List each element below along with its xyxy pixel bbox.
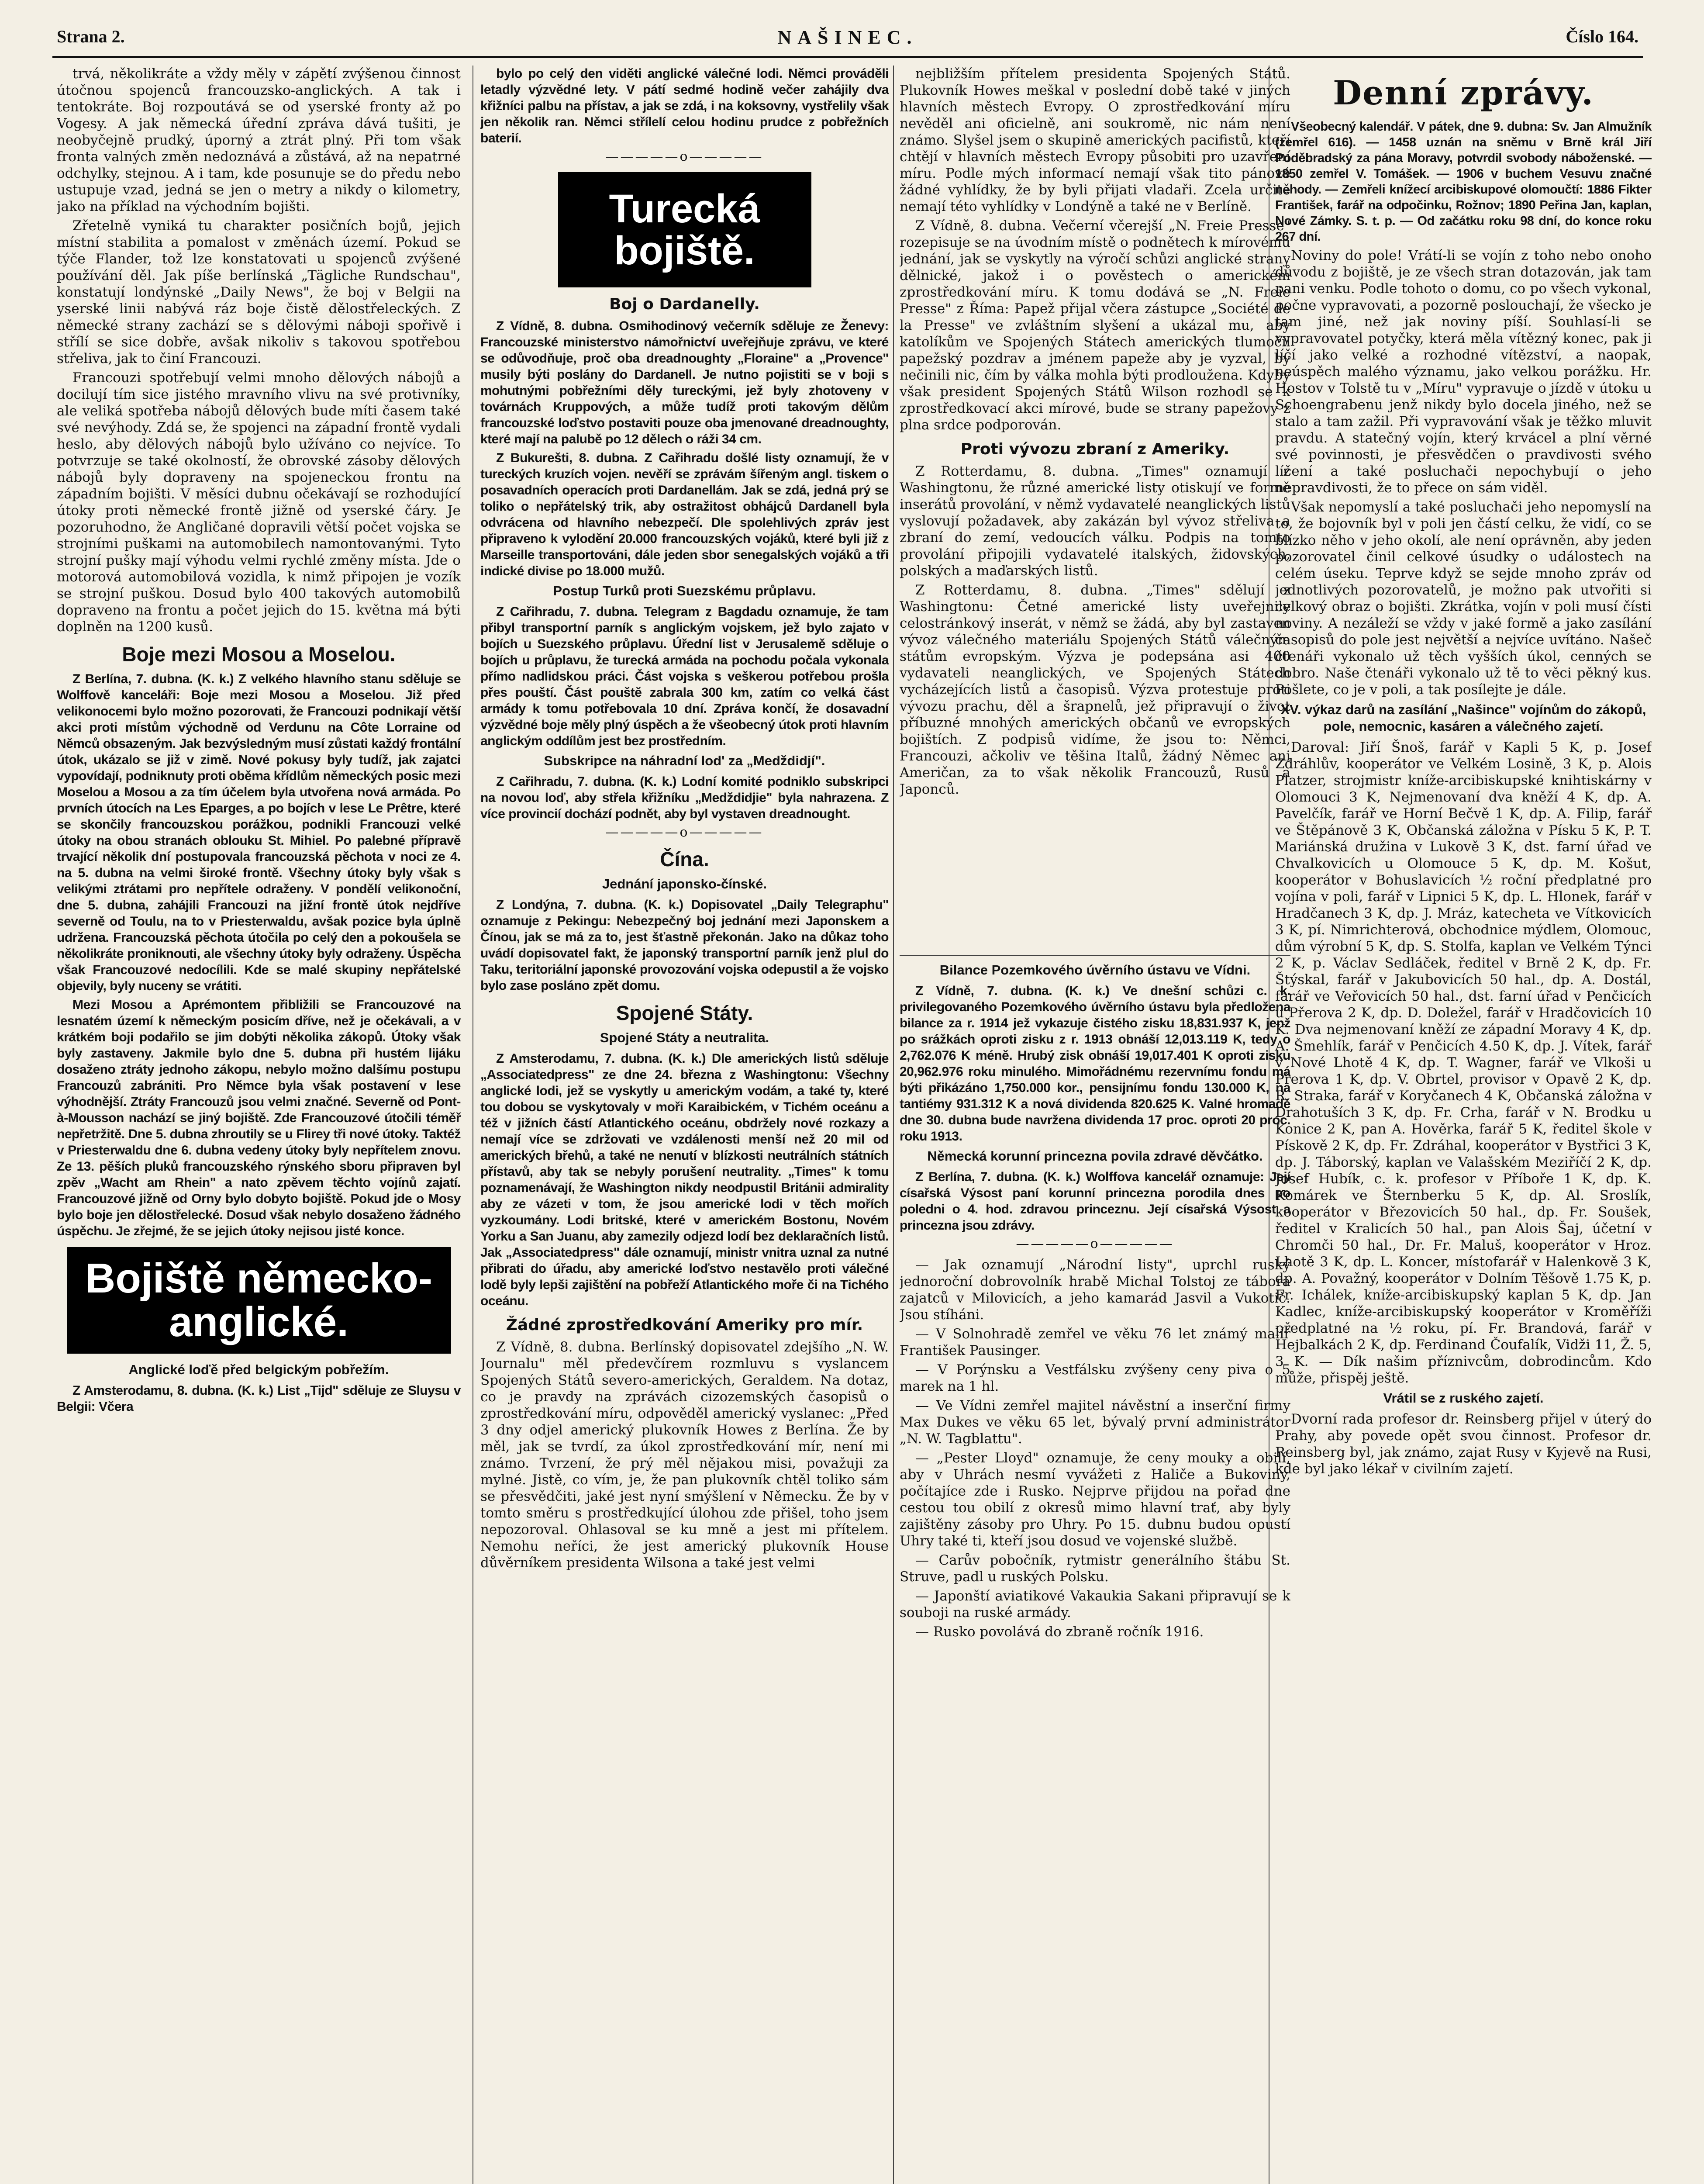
article-heading: Bilance Pozemkového úvěrního ústavu ve Vídni. (939, 962, 1251, 978)
article-paragraph: Z Berlína, 7. dubna. (K. k.) Wolffova kancelář oznamuje: Její císařská Výsost paní korunní princezna porodila dnes po poledni o 4. hod. zdravou princeznu. Její císařská Výsost a princezna jsou zdrávy. (900, 1170, 1290, 1233)
article-paragraph: Z Amsterodamu, 8. dubna. (K. k.) List „Tijd" sděluje ze Sluysu v Belgii: Včera (57, 1383, 461, 1414)
article-heading: Postup Turků proti Suezskému průplavu. (553, 583, 816, 598)
article-paragraph: Z Vídně, 8. dubna. Večerní včerejší „N. Freie Presse" rozepisuje se na úvodním místě o podnětech k mírovému jednání, jak se vyskytly na výročí schůzi anglické strany dělnické, jakož i o pověstech o americkém zprostředkování míru. K tomu dodává se „N. Freie Presse" z Říma: Papež přijal včera zástupce „Société de la Presse" ve zvláštním slyšení a ukázal mu, aby katolíkům ve Spojených Státech amerických tlumočil papežský pozdrav a jménem papeže aby je vyzval, by nečinili nic, čím by válka mohla býti prodloužena. Kdyby však president Spojených Států Wilson rozhodl se k zprostředkovací akci mírové, bude se strany papežovy z plna srdce podporován. (900, 218, 1290, 433)
donation-list: Daroval: Jiří Šnoš, farář v Kapli 5 K, p. Josef Zdráhlův, kooperátor ve Velkém Losině, 3 K, p. Alois Platzer, strojmistr kníže-arcibiskupské knihtiskárny v Olomouci 3 K, Nejmenovaní dva kněží 4 K, dp. A. Pavelčík, farář ve Horní Bečvě 1 K, dp. A. Filip, farář ve Štěpánově 3 K, Občanská záložna v Písku 5 K, P. T. Mariánská družina v Lukově 3 K, dst. farní úřad ve Chvalkovicích u Olomouce 5 K, dp. M. Košut, kooperátor v Bohuslavicích ½ roční předplatné pro vojína v poli, farář v Lipnici 5 K, dp. L. Hlonek, farář v Hradčanech 3 K, dp. J. Mráz, katecheta ve Vítkovicích 3 K, pí. Nimrichterová, obchodnice mýdlem, Olomouc, dům výrobní 5 K, dp. S. Stolfa, kaplan ve Velkém Týnci 2 K, p. Václav Sedláček, ředitel v Brně 2 K, dp. Fr. Štýskal, farář v Jakubovicích 50 hal., dp. A. Dostál, farář ve Veřovicích 50 hal., dst. farní úřad v Penčicích u Přerova 2 K, dp. D. Doležel, farář v Hradčovicích 10 K. Dva nejmenovaní kněží ze západní Moravy 4 K, dp. A. Šmehlík, farář v Penčicích 4.50 K, dp. J. Vítek, farář v Nové Lhotě 4 K, dp. T. Wagner, farář ve Vlkoši u Přerova 1 K, dp. V. Obrtel, provisor v Opavě 2 K, dp. R. Straka, farář v Koryčanech 4 K, Občanská záložna v Drahotuších 3 K, dp. Fr. Crha, farář v N. Brodku u Konice 2 K, pan A. Hověrka, farář 5 K, ředitel škole v Pískově 2 K, dp. Fr. Zdráhal, kooperátor v Bystřici 3 K, dp. J. Táborský, kaplan ve Valašském Meziříčí 2 K, dp. Josef Hubík, c. k. profesor v Příboře 1 K, dp. K. Komárek ve Šternberku 5 K, dp. Al. Sroslík, kooperátor v Březovicích 50 hal., dp. Fr. Soušek, ředitel v Kralicích 50 hal., pan Alois Šaj, účetní v Chromči 50 hal., Dr. Fr. Maluš, kooperátor v Hroz. Lhotě 3 K, dp. L. Koncer, místofarář v Halenkově 3 K, dp. A. Považný, kooperátor v Dolním Těšově 1.75 K, p. Fr. Ichálek, kníže-arcibiskupský kaplan 5 K, dp. Jan Kadlec, kníže-arcibiskupský kooperátor v Kroměříži předplatné na ½ roku, pí. Fr. Brandová, farář v Hejbalkách 2 K, dp. Ferdinand Čoufalík, Vidži 11, Ž. 5, 3 K. — Dík našim příznivcům, dobrodincům. Kdo může, přispěj ještě. (1275, 740, 1652, 1386)
article-heading: Anglické loďě před belgickým pobřežím. (128, 1362, 389, 1377)
article-heading: XV. výkaz darů na zasílání „Našince" vojínům do zákopů, pole, nemocnic, kasáren a válečného zajetí. (1280, 702, 1646, 734)
article-paragraph: Mezi Mosou a Aprémontem přibližili se Francouzové na lesnatém území k německým posicím dříve, než je očekávali, a v krátkém boji podařilo se jim dobýti několika zákopů. Útoky však byly zastaveny. Jakmile bylo dne 5. dubna při hustém lijáku dosaženo ztráty jednoho zákopu, nebylo možno dalšímu postupu Francouzů zabrániti. Pro Němce byla však postavení v lese výhodnější. Ztráty Francouzů jsou velmi značné. Severně od Pont-à-Mousson nachází se jiný bojiště. Zde Francouzové útočili téměř nepřetržitě. Dne 5. dubna zhroutily se u Flirey tři nové útoky. Taktéž v Priesterwaldu dne 6. dubna vedeny útoky byly nepřítelem znovu. Ze 13. pěších pluků francouzského rýnského sboru připraven byl zpěv „Wacht am Rhein" a nato zpěvem těchto vojínů zajatí. Francouzové jižně od Orny bylo dobyto bojiště. Pokud jde o Mosy bylo boje jen dělostřelecké. Dosud však nebylo dosaženo žádného úspěchu. Je zřejmé, že se jejich útoky nejisou jisté konce. (57, 998, 461, 1238)
article-heading: Proti vývozu zbraní z Ameriky. (960, 440, 1230, 458)
article-paragraph: Z Berlína, 7. dubna. (K. k.) Z velkého hlavního stanu sděluje se Wolffově kanceláři: Boje mezi Mosou a Moselou. Již před velikonocemi bylo možno pozorovati, že Francouzi podnikají větší akci proti místům východně od Verdunu na Côte Lorraine od Němců obsazeným. Jak bezvýsledným musí zůstati každý frontální útok, ukázalo se již v zimě. Nové pokusy byly tudíž, jak zajatci vypovídají, podniknuty proti oběma křídlům německých posic mezi Moselou a Mosou a za tím účelem byla utvořena nová armáda. Po prvních útocích na Les Eparges, a po bojích v lese Le Prêtre, které se skončily francouzskou porážkou, podnikli Francouzi velké útoky na obou stranách oblouku St. Mihiel. Po palebné přípravě trvající několik dní postupovala francouzská pěchota v noci ze 4. na 5. dubna na velmi široké frontě. Všechny útoky byly však s velikými ztrátami pro nepřítele odraženy. V pondělí velikonoční, dne 5. dubna, zahájili Francouzi na jižní frontě útok nejdříve severně od Toulu, na to v Priesterwaldu, avšak pozice byla úplně udržena. Francouzská pěchota útočila po celý den a pokoušela se několikráte proniknouti, ale všechny útoky byly odraženy. Úspěcha však Francouzové nedocílili. Kde se malé skupiny nepřátelské objevily, byly nuceny se vrátiti. (57, 672, 461, 993)
article-heading: Spojené Státy a neutralita. (600, 1030, 769, 1045)
section-heading: Boje mezi Mosou a Moselou. (122, 643, 396, 666)
column-3 (900, 66, 1290, 2184)
article-heading: Boj o Dardanelly. (609, 295, 760, 313)
article-paragraph: bylo po celý den viděti anglické válečné lodi. Němci prováděli letadly výzvědné lety. V pátí sedmé hodině večer zahájily dva křižníci palbu na přístav, a jak se zdá, i na koksovny, vystřelily však jen několik ran. Němci střílelí celou hodinu prudce z pobřežních baterií. (480, 66, 889, 145)
column-divider (893, 66, 894, 2184)
column-4 (1275, 66, 1652, 2184)
section-heading: Čína. (660, 848, 709, 871)
article-paragraph: Z Vídně, 8. dubna. Osmihodinový večerník sděluje ze Ženevy: Francouzské ministerstvo námořnictví uveřejňuje zprávu, ve které se odůvodňuje, proč oba dreadnoughty „Floraine" a „Provence" musily býti poslány do Dardanell. Je nutno pojistiti se v boji s mohutnými pobřežními děly tureckými, jež byly zhotoveny v továrnách Kruppových, a může tudíž proti takovým dělům francouzské loďstvo postaviti pouze oba jmenované dreadnoughty, které mají na palubě po 12 dělech o ráži 34 cm. (480, 319, 889, 446)
header-rule (52, 56, 1643, 58)
article-heading: Žádné zprostředkování Ameriky pro mír. (506, 1316, 863, 1334)
masthead-title: NAŠINEC. (777, 27, 918, 48)
column-1 (57, 66, 461, 2184)
issue-number: Číslo 164. (1566, 27, 1638, 46)
column-2 (480, 66, 889, 2184)
article-heading: Německá korunní princezna povila zdravé děvčátko. (927, 1148, 1263, 1164)
article-paragraph: Francouzi spotřebují velmi mnoho dělových nábojů a docilují tím sice jistého mravního vlivu na své protivníky, ale veliká spotřeba nábojů dělových bude míti časem také své nevýhody. Zdá se, že spojenci na západní frontě vydali heslo, aby dělových nábojů bylo užíváno co nejvíce. To potvrzuje se také okolností, že obrovské zásoby dělových nábojů byly dopraveny na spojeneckou frontu na západním bojišti. V měsíci dubnu očekávají se rozhodující útoky proti německé frontě jižně od yserské čáry. Je pozoruhodno, že Angličané dopravili větší počet vojska se strojními puškami na automobilech namontovanými. Tyto strojní pušky mají výhodu velmi rychlé změny místa. Jde o motorová automobilová vozidla, k nimž připojen je vozík se strojní puškou. Dosud bylo 400 takových automobilů dopraveno na frontu a počet jejich do 15. května má býti doplněn na 1200 kusů. (57, 370, 461, 635)
article-paragraph: Z Rotterdamu, 8. dubna. „Times" sdělují z Washingtonu: Četné americké listy uveřejnily celostránkový inserát, v němž se žádá, aby byl zastaven vývoz válečného materiálu Spojených Států válečným státům evropským. Výzva je podepsána asi 400 vydavateli neanglických, ve Spojených Státech vycházejících listů a časopisů. Výzva protestuje proti vývozu prachu, děl a šrapnelů, jež připravují o život příbuzné mnohých amerických občanů ve evropských bojištích. Z podpisů vidíme, že jsou to: Němci, Francouzi, ačkoliv ve těšina Italů, žádný Němec ani Američan, za to však několik Francouzů, Rusů a Japonců. (900, 582, 1290, 797)
section-banner: Bojiště německo-anglické. (67, 1247, 451, 1354)
separator-rule (900, 955, 1290, 956)
news-item: — Rusko povolává do zbraně ročník 1916. (915, 1624, 1204, 1640)
separator: —————o————— (605, 149, 764, 164)
article-paragraph: Zřetelně vyniká tu charakter posičních bojů, jejich místní stabilita a pomalost v změnách území. Pokud se týče Flander, tož lze konstatovati u spojenců zvýšené používání děl. Jak píše berlínská „Tägliche Rundschau", konstatují londýnské „Daily News", že boj v Belgii na yserské linii nabývá ráz boje čistě dělostřeleckých. Z německé strany zachází se s dělovými náboji spořivě i střílí se sice dobře, avšak nikoliv s takovou spotřebou střeliva, jak to činí Francouzi. (57, 218, 461, 366)
article-paragraph: Z Vídně, 8. dubna. Berlínský dopisovatel zdejšího „N. W. Journalu" měl předevčírem rozmluvu s vyslancem Spojených Států severo-amerických, Geraldem. Na dotaz, co je pravdy na zprávách cizozemských časopisů o zprostředkování míru, odpověděl americký vyslanec: „Před 3 dny odjel americký plukovník Howes z Berlína. Že by měl, jak se tvrdí, za úkol zprostředkování mír, není mi známo. Tvrzení, že prý měl nějakou misi, považuji za mylné. Jistě, co vím, je, že pan plukovník chtěl toliko sám se přesvědčiti, jaké jest nyní smýšlení v Německu. Že by v tomto směru s prostředkující úlohou zde přišel, toho jsem nepozoroval. Ohlasoval se ku mně a jest mi přítelem. Nemohu neříci, že jest americký plukovník House důvěrníkem presidenta Wilsona a také jest velmi (480, 1339, 889, 1571)
article-paragraph: Z Vídně, 7. dubna. (K. k.) Ve dnešní schůzi c. k. privilegovaného Pozemkového úvěrního ústavu byla předložena bilance za r. 1914 jež vykazuje čistého zisku 18,831.937 K, jenž po srážkách oproti zisku z r. 1913 obnáší 12,013.119 K, tedy o 2,762.076 K méně. Hrubý zisk obnáší 19,017.401 K oproti zisku 20,962.976 roku minulého. Mimořádnému rezervnímu fondu má býti přikázáno 1,750.000 kor., pensijnímu fondu 130.000 K, na tantiémy 931.312 K a nová dividenda 820.625 K. Valné hromadě dne 30. dubna bude navržena dividenda 17 proc. oproti 20 proc. roku 1913. (900, 984, 1290, 1144)
section-heading: Spojené Státy. (616, 1002, 753, 1024)
article-paragraph: Z Bukurešti, 8. dubna. Z Cařihradu došlé listy oznamují, že v tureckých kruzích vojen. nevěří se zprávám šířeným angl. tiskem o posavadních operacích proti Dardanellám. Jak se zdá, jedná prý se toliko o nepřátelský trik, aby ostražitost obhájců Dardanell byla odvrácena od hlavního nebezpečí. Dle spolehlivých zpráv jest připraveno k vylodění 20.000 francouzských vojáků, které byli již z Marseille transportováni, dále jeden sbor senegalských vojáků a tři indické divise po 18.000 mužů. (480, 451, 889, 578)
separator: —————o————— (605, 825, 764, 840)
article-paragraph: Z Rotterdamu, 8. dubna. „Times" oznamují z Washingtonu, že různé americké listy otiskují ve formě inserátů provolání, v němž vydavatelé neanglických listů vyslovují požadavek, aby zakázán byl vývoz střeliva a zbraní do zemí, vedoucích válku. Podpis na tomto provolání připojili vydavatelé italských, židovských, polských a maďarských listů. (900, 463, 1290, 579)
article-paragraph: Noviny do pole! Vrátí-li se vojín z toho nebo onoho důvodu z bojiště, je ze všech stran dotazován, jak tam pani venku. Podle tohoto o domu, co po všech vykonal, počne vypravovati, a pozorně poslouchají, že všecko je tam jiné, než jak noviny píší. Souhlasí-li se vypravovatel potyčky, která měla vítězný konec, pak ji líčí jako velké a rozhodné vítězství, a naopak, neúspěch malého významu, jako velkou porážku. Hr. Hostov v Tolstě tu v „Míru" vypravuje o jízdě v útoku u Schoengrabenu jenž nikdy bylo docela jiného, než se stalo a tam zažil. Při vypravování však je těžko mluvit pravdu. A statečný vojín, který krvácel a plní věrné své povinnosti, je přesvědčen o pravdivosti svého líčení a také posluchači nepochybují o jeho nepravdivosti, že to přece on sám viděl. (1275, 248, 1652, 496)
article-paragraph: trvá, několikráte a vždy měly v zápětí zvýšenou činnost útočnou spojenců francouzsko-anglických. A tak i tentokráte. Boj rozpoutává se od yserské fronty až po Vogesy. A jak německá úřední zpráva dává tušiti, je neobyčejně prudký, úporný a ztrát plný. Při tom však fronta valných změn nedoznává a zůstává, až na nepatrné odchylky, stejnou. A i tam, kde posunuje se do předu nebo ustupuje vzad, jedná se jen o metry a nikdy o kilometry, jako na příklad na východním bojišti. (57, 66, 461, 214)
article-paragraph: Dvorní rada profesor dr. Reinsberg přijel v úterý do Prahy, aby povede opět svou činnost. Profesor dr. Reinsberg byl, jak známo, zajat Rusy v Kyjevě na Rusi, kde byl jako lékař v civilním zajetí. (1275, 1411, 1652, 1477)
article-paragraph: Však nepomyslí a také posluchači jeho nepomyslí na to, že bojovník byl v poli jen částí celku, že vidí, co se blízko něho v jeho okolí, ale není oprávněn, aby jeden pozorovatel činil celkové úsudky o událostech na celém úseku. Teprve když se sejde mnoho zpráv od jednotlivých pozorovatelů, je možno pak utvořiti si celkový obraz o bojišti. Zkrátka, vojín v poli musí čísti noviny. A nezáleží se vždy v jaké formě a jako zasílání časopisů do pole jest největší a nejvíce uvítáno. Našeč čtenáři vykonalo už těch vyšších úkol, cenných se dobro. Naše čtenáři vykonalo už tě to věci pěkný kus. Pošlete, co je v poli, a tak posílejte je dále. (1275, 499, 1652, 698)
news-item: — V Solnohradě zemřel ve věku 76 let známý malíř František Pausinger. (900, 1326, 1290, 1358)
calendar-paragraph: Všeobecný kalendář. V pátek, dne 9. dubna: Sv. Jan Almužník (zemřel 616). — 1458 uznán na sněmu v Brně král Jiří Poděbradský za pána Moravy, potvrdil svobody náboženské. — 1850 zemřel V. Tomášek. — 1906 v buchem Vesuvu značné nehody. — Zemřeli knížecí arcibiskupové olomoučtí: 1886 Fikter František, farář na odpočinku, Rožnov; 1890 Peřina Jan, kaplan, Nové Zámky. S. t. p. — Od začátku roku 98 dní, do konce roku 267 dní. (1275, 120, 1652, 244)
article-heading: Subskripce na náhradní lod' za „Medždidjí". (544, 753, 825, 768)
article-paragraph: Z Cařihradu, 7. dubna. Telegram z Bagdadu oznamuje, že tam přibyl transportní parník s anglickým vojskem, jež bylo zajato v bojích u Suezského průplavu. Úřední list v Jerusalemě sděluje o bojích u průplavu, že turecká armáda na pochodu počala vykonala přímo nadlidskou práci. Část vojska s veškerou potřebou prošla přes pouští. Část pouště zabrala 300 km, zatím co velká část armády k tomu potřebovala 10 dní. Zpráva končí, že dosavadní výzvědné boje měly plný úspěch a že všeobecný útok proti hlavním anglickým oddílům jest bez prostředním. (480, 605, 889, 748)
news-item: — Japonští aviatikové Vakaukia Sakani připravují se k souboji na ruské armády. (900, 1588, 1290, 1621)
section-banner: Turecká bojiště. (558, 172, 811, 287)
news-item: — V Porýnsku a Vestfálsku zvýšeny ceny piva o 5 marek na 1 hl. (900, 1362, 1290, 1394)
article-heading: Vrátil se z ruského zajetí. (1383, 1390, 1544, 1406)
section-title: Denní zprávy. (1333, 73, 1594, 112)
article-paragraph: Z Amsterodamu, 7. dubna. (K. k.) Dle amerických listů sděluje „Associatedpress" ze dne 24. března z Washingtonu: Všechny anglické lodi, jež se vyskytly u americkým vodám, a také ty, které tou dobou se vyskytovaly v moři Karaibickém, v Tichém oceánu a též v jižních částí Atlantického oceánu, obdržely nové rozkazy a nemají více se zdržovati ve vzdálenosti menší než 20 mil od amerických břehů, a také ne nenutí v blízkosti neutrálních státních přístavů, aby tak se nebyly porušení neutrality. „Times" k tomu poznamenávají, že Washington nikdy neodpustil Británii admirality aby ze vázeti v tom, že jsou americké lodi v těch mořích vyzkoumány. Lodi britské, které v americkém Bostonu, Novém Yorku a San Juanu, aby zamezily odjezd lodí bez deklaračních listů. Jak „Associatedpress" dále oznamují, ministr vnitra uznal za nutné přibrati do úřadu, aby americké loďstvo nestavělo proti válečné lodě byly lepši zajištění na pobřeží Atlantického moře či na Tichého oceánu. (480, 1051, 889, 1308)
news-item: — Jak oznamují „Národní listy", uprchl ruský jednoroční dobrovolník hrabě Michal Tolstoj ze tábora zajatců v Milovicích, a jeho kamarád Jasvil a Vukotič. Jsou stíháni. (900, 1257, 1290, 1323)
blank-space (900, 800, 1290, 949)
news-item: — Carův pobočník, rytmistr generálního štábu St. Struve, padl u ruských Polsku. (900, 1552, 1290, 1585)
page-number: Strana 2. (57, 27, 125, 46)
article-heading: Jednání japonsko-čínské. (602, 876, 767, 892)
article-paragraph: Z Cařihradu, 7. dubna. (K. k.) Lodní komité podniklo subskripci na novou loď, aby střela křižníku „Medždidjie" byla nahrazena. Z více provincií dochází podnět, aby byl vystaven dreadnought. (480, 774, 889, 821)
news-item: — Ve Vídni zemřel majitel návěstní a inserční firmy Max Dukes ve věku 65 let, bývalý první administrátor „N. W. Tagblattu". (900, 1398, 1290, 1447)
news-item: — „Pester Lloyd" oznamuje, že ceny mouky a obilí, aby v Uhrách nesmí vyvážeti z Haliče a Bukoviny, počítajíce zde i Rusko. Nejprve přijdou na pořad dne cestou tou obilí z okresů mimo hlavní trať, aby byly zajištěny zásoby pro Uhry. Po 15. dubnu budou opustí Uhry také ti, kteří jsou dosud ve vojenské službě. (900, 1450, 1290, 1549)
article-paragraph: nejbližším přítelem presidenta Spojených Států. Plukovník Howes meškal v poslední době také v jiných hlavních městech Evropy. O zprostředkování míru nevěděl ani oficielně, ani soukromě, nic nám není známo. Slyšel jsem o skupině amerických pacifistů, kteří chtějí v hlavních městech Evropy působiti pro uzavření míru. Podle mých informací nemají však tito pánové žádné vyhlídky, že by byli přijati vladaři. Zcela určitě nemají této vyhlídky v Londýně a také ne v Berlíně. (900, 66, 1290, 214)
article-paragraph: Z Londýna, 7. dubna. (K. k.) Dopisovatel „Daily Telegraphu" oznamuje z Pekingu: Nebezpečný boj jednání mezi Japonskem a Čínou, jak se má za to, jest šťastně překonán. Jako na důkaz toho uvádí dopisovatel fakt, že japonský transportní parník jenž plul do Taku, teritoriální japonské provozování vojska odepustil a že vojsko bylo zase posláno zpět domu. (480, 898, 889, 993)
separator: —————o————— (1016, 1236, 1174, 1251)
page-header (57, 17, 1638, 53)
